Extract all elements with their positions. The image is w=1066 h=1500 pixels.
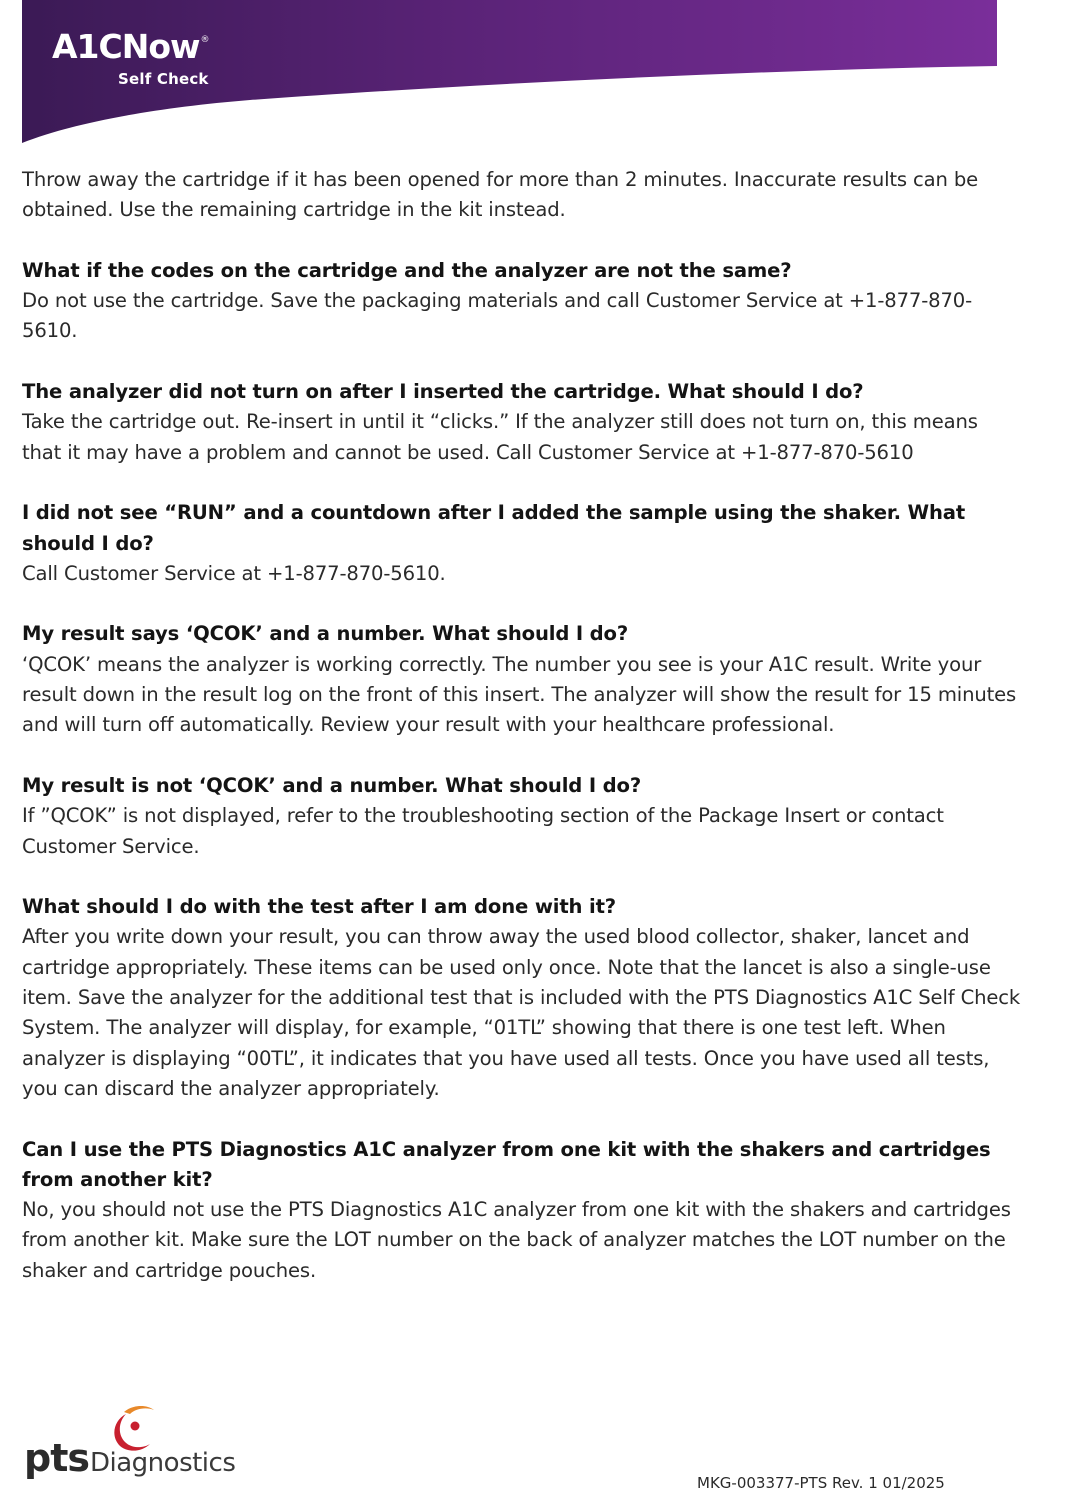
spacer <box>22 347 1022 377</box>
pts-diagnostics-logo <box>22 1400 282 1495</box>
faq-answer: Do not use the cartridge. Save the packaging materials and call Customer Service at +1-877-870-5610. <box>22 289 973 343</box>
brand-name: A1CNow <box>52 27 200 66</box>
document-code: MKG-003377-PTS Rev. 1 01/2025 <box>697 1474 945 1492</box>
faq-answer: Take the cartridge out. Re-insert in until it “clicks.” If the analyzer still does not turn on, this means that it may have a problem and cannot be used. Call Customer Service at +1-877-870-5610 <box>22 410 978 464</box>
spacer <box>22 589 1022 619</box>
faq-question: What should I do with the test after I am done with it? <box>22 895 617 919</box>
faq-answer: No, you should not use the PTS Diagnostics A1C analyzer from one kit with the shakers and cartridges from another kit. Make sure the LOT number on the back of analyzer matches the LOT number on the shaker and cartridge pouches. <box>22 1198 1011 1282</box>
faq-question: I did not see “RUN” and a countdown after I added the sample using the shaker. What should I do? <box>22 501 966 555</box>
spacer <box>22 226 1022 256</box>
faq-question: My result is not ‘QCOK’ and a number. What should I do? <box>22 773 642 797</box>
spacer <box>22 741 1022 771</box>
faq-answer: ‘QCOK’ means the analyzer is working correctly. The number you see is your A1C result. Write your result down in the result log on the front of this insert. The analyzer will show the result for 15 minutes and will turn off automatically. Review your result with your healthcare professional. <box>22 652 1017 737</box>
faq-question: What if the codes on the cartridge and the analyzer are not the same? <box>22 258 792 282</box>
spacer <box>22 862 1022 892</box>
brand-logo <box>52 27 210 88</box>
header-banner <box>0 0 1066 150</box>
faq-answer: After you write down your result, you can throw away the used blood collector, shaker, lancet and cartridge appropriately. These items can be used only once. Note that the lancet is also a single-use item. Save the analyzer for the additional test that is included with the PTS Diagnostics A1C Self Check System. The analyzer will display, for example, “01TL” showing that there is one test left. When analyzer is displaying “00TL”, it indicates that you have used all tests. Once you have used all tests, you can discard the analyzer appropriately. <box>22 925 1021 1100</box>
spacer <box>22 1104 1022 1134</box>
registered-mark: ® <box>200 35 210 45</box>
faq-answer: Call Customer Service at +1-877-870-5610. <box>22 561 446 585</box>
faq-question: My result says ‘QCOK’ and a number. What should I do? <box>22 622 629 646</box>
brand-subtitle: Self Check <box>118 70 209 88</box>
logo-diagnostics-text: Diagnostics <box>90 1448 236 1478</box>
logo-swirl-icon <box>102 1402 162 1454</box>
intro-text: Throw away the cartridge if it has been opened for more than 2 minutes. Inaccurate results can be obtained. Use the remaining cartridge in the kit instead. <box>22 168 979 222</box>
spacer <box>22 468 1022 498</box>
logo-pts-text: pts <box>24 1436 89 1480</box>
faq-question: The analyzer did not turn on after I inserted the cartridge. What should I do? <box>22 380 864 404</box>
faq-answer: If ”QCOK” is not displayed, refer to the troubleshooting section of the Package Insert or contact Customer Service. <box>22 804 944 858</box>
faq-content <box>22 165 1022 1286</box>
faq-question: Can I use the PTS Diagnostics A1C analyzer from one kit with the shakers and cartridges from another kit? <box>22 1137 991 1191</box>
